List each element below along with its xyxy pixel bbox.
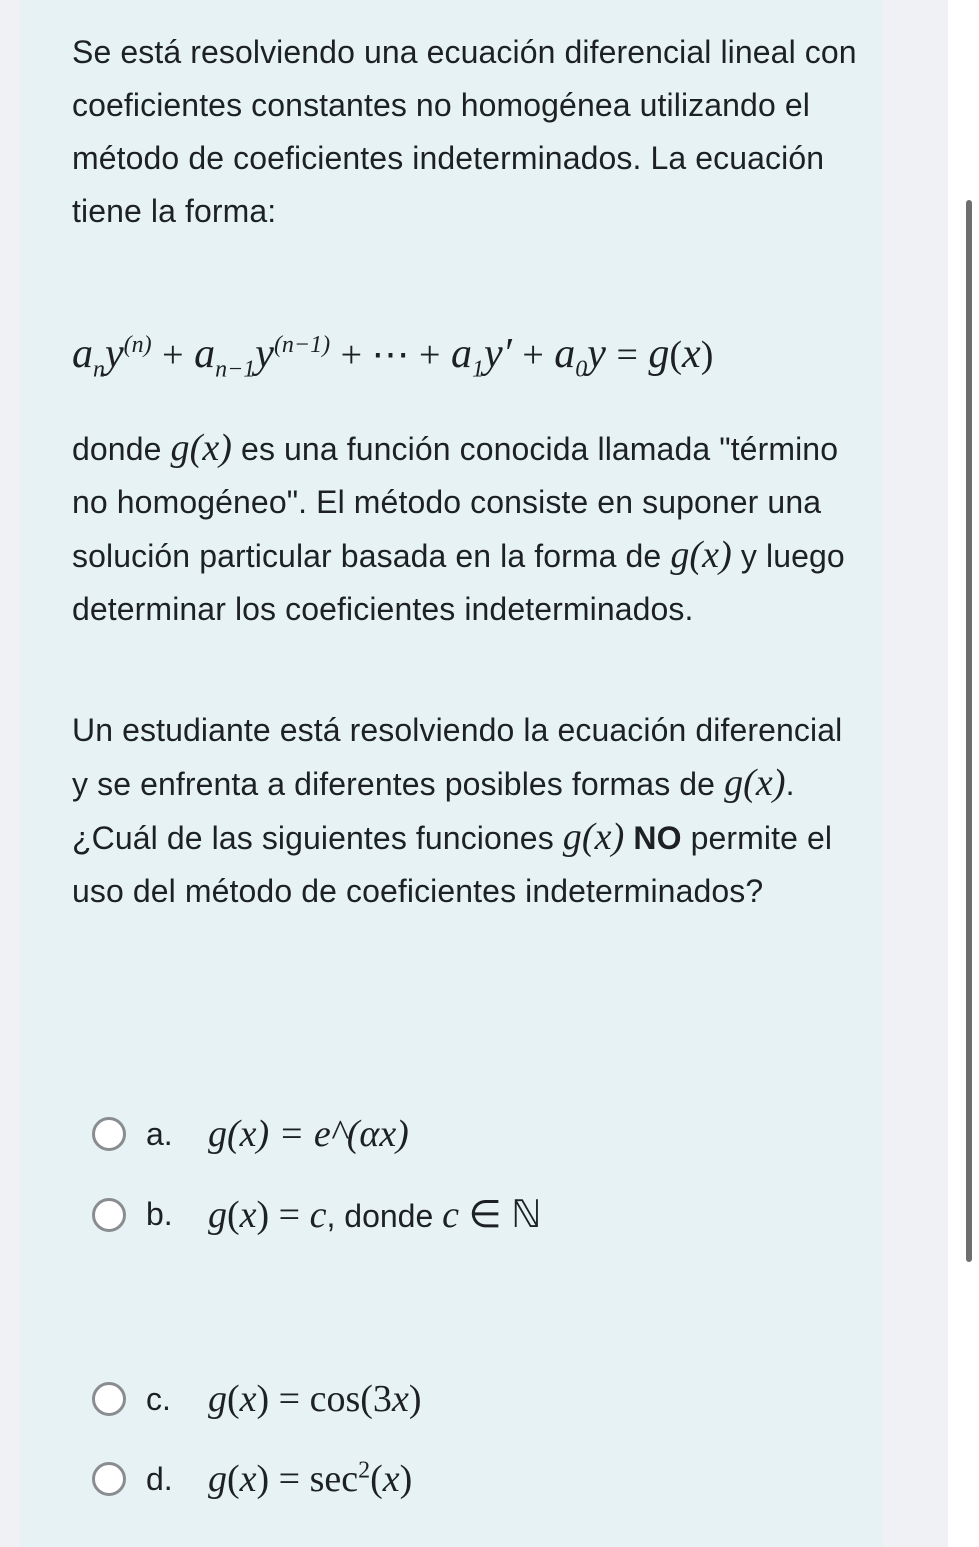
question-prompt: Un estudiante está resolviendo la ecuación diferencial y se enfrenta a diferentes posibles formas de g(x). ¿Cuál de las siguientes funciones g(x) NO permite el uso del método de coeficientes indeterminados? (72, 712, 843, 909)
option-text: g(x) = cos(3x) (208, 1378, 422, 1420)
differential-equation: $a_ny^{(n)} + a_{n-1}y^{(n-1)}$ + ⋯ + $a_1y' + a_0y = g(x)$ (72, 331, 714, 383)
option-text: $g(x) = \sec^2(x)$ (208, 1457, 413, 1500)
option-text: g(x) = c, donde c ∈ ℕ (208, 1194, 542, 1236)
scrollbar[interactable] (966, 200, 972, 1262)
option-d[interactable]: d. $g(x) = \sec^2(x)$ (92, 1457, 412, 1501)
option-a[interactable]: a. g(x) = e^(αx) (92, 1112, 409, 1156)
option-text: g(x) = e^(αx) (208, 1113, 409, 1155)
radio-button[interactable] (92, 1462, 126, 1496)
question-explanation: donde g(x) es una función conocida llamada "término no homogéneo". El método consiste en suponer una solución particular basada en la forma de g(x) y luego determinar los coeficientes indeterminados. (72, 427, 845, 627)
option-b[interactable]: b. g(x) = c, donde c ∈ ℕ (92, 1192, 542, 1237)
option-c[interactable]: c. g(x) = cos(3x) (92, 1377, 421, 1421)
radio-button[interactable] (92, 1117, 126, 1151)
radio-button[interactable] (92, 1198, 126, 1232)
radio-button[interactable] (92, 1382, 126, 1416)
question-intro: Se está resolviendo una ecuación diferencial lineal con coeficientes constantes no homogénea utilizando el método de coeficientes indeterminados. La ecuación tiene la forma: (72, 34, 857, 229)
